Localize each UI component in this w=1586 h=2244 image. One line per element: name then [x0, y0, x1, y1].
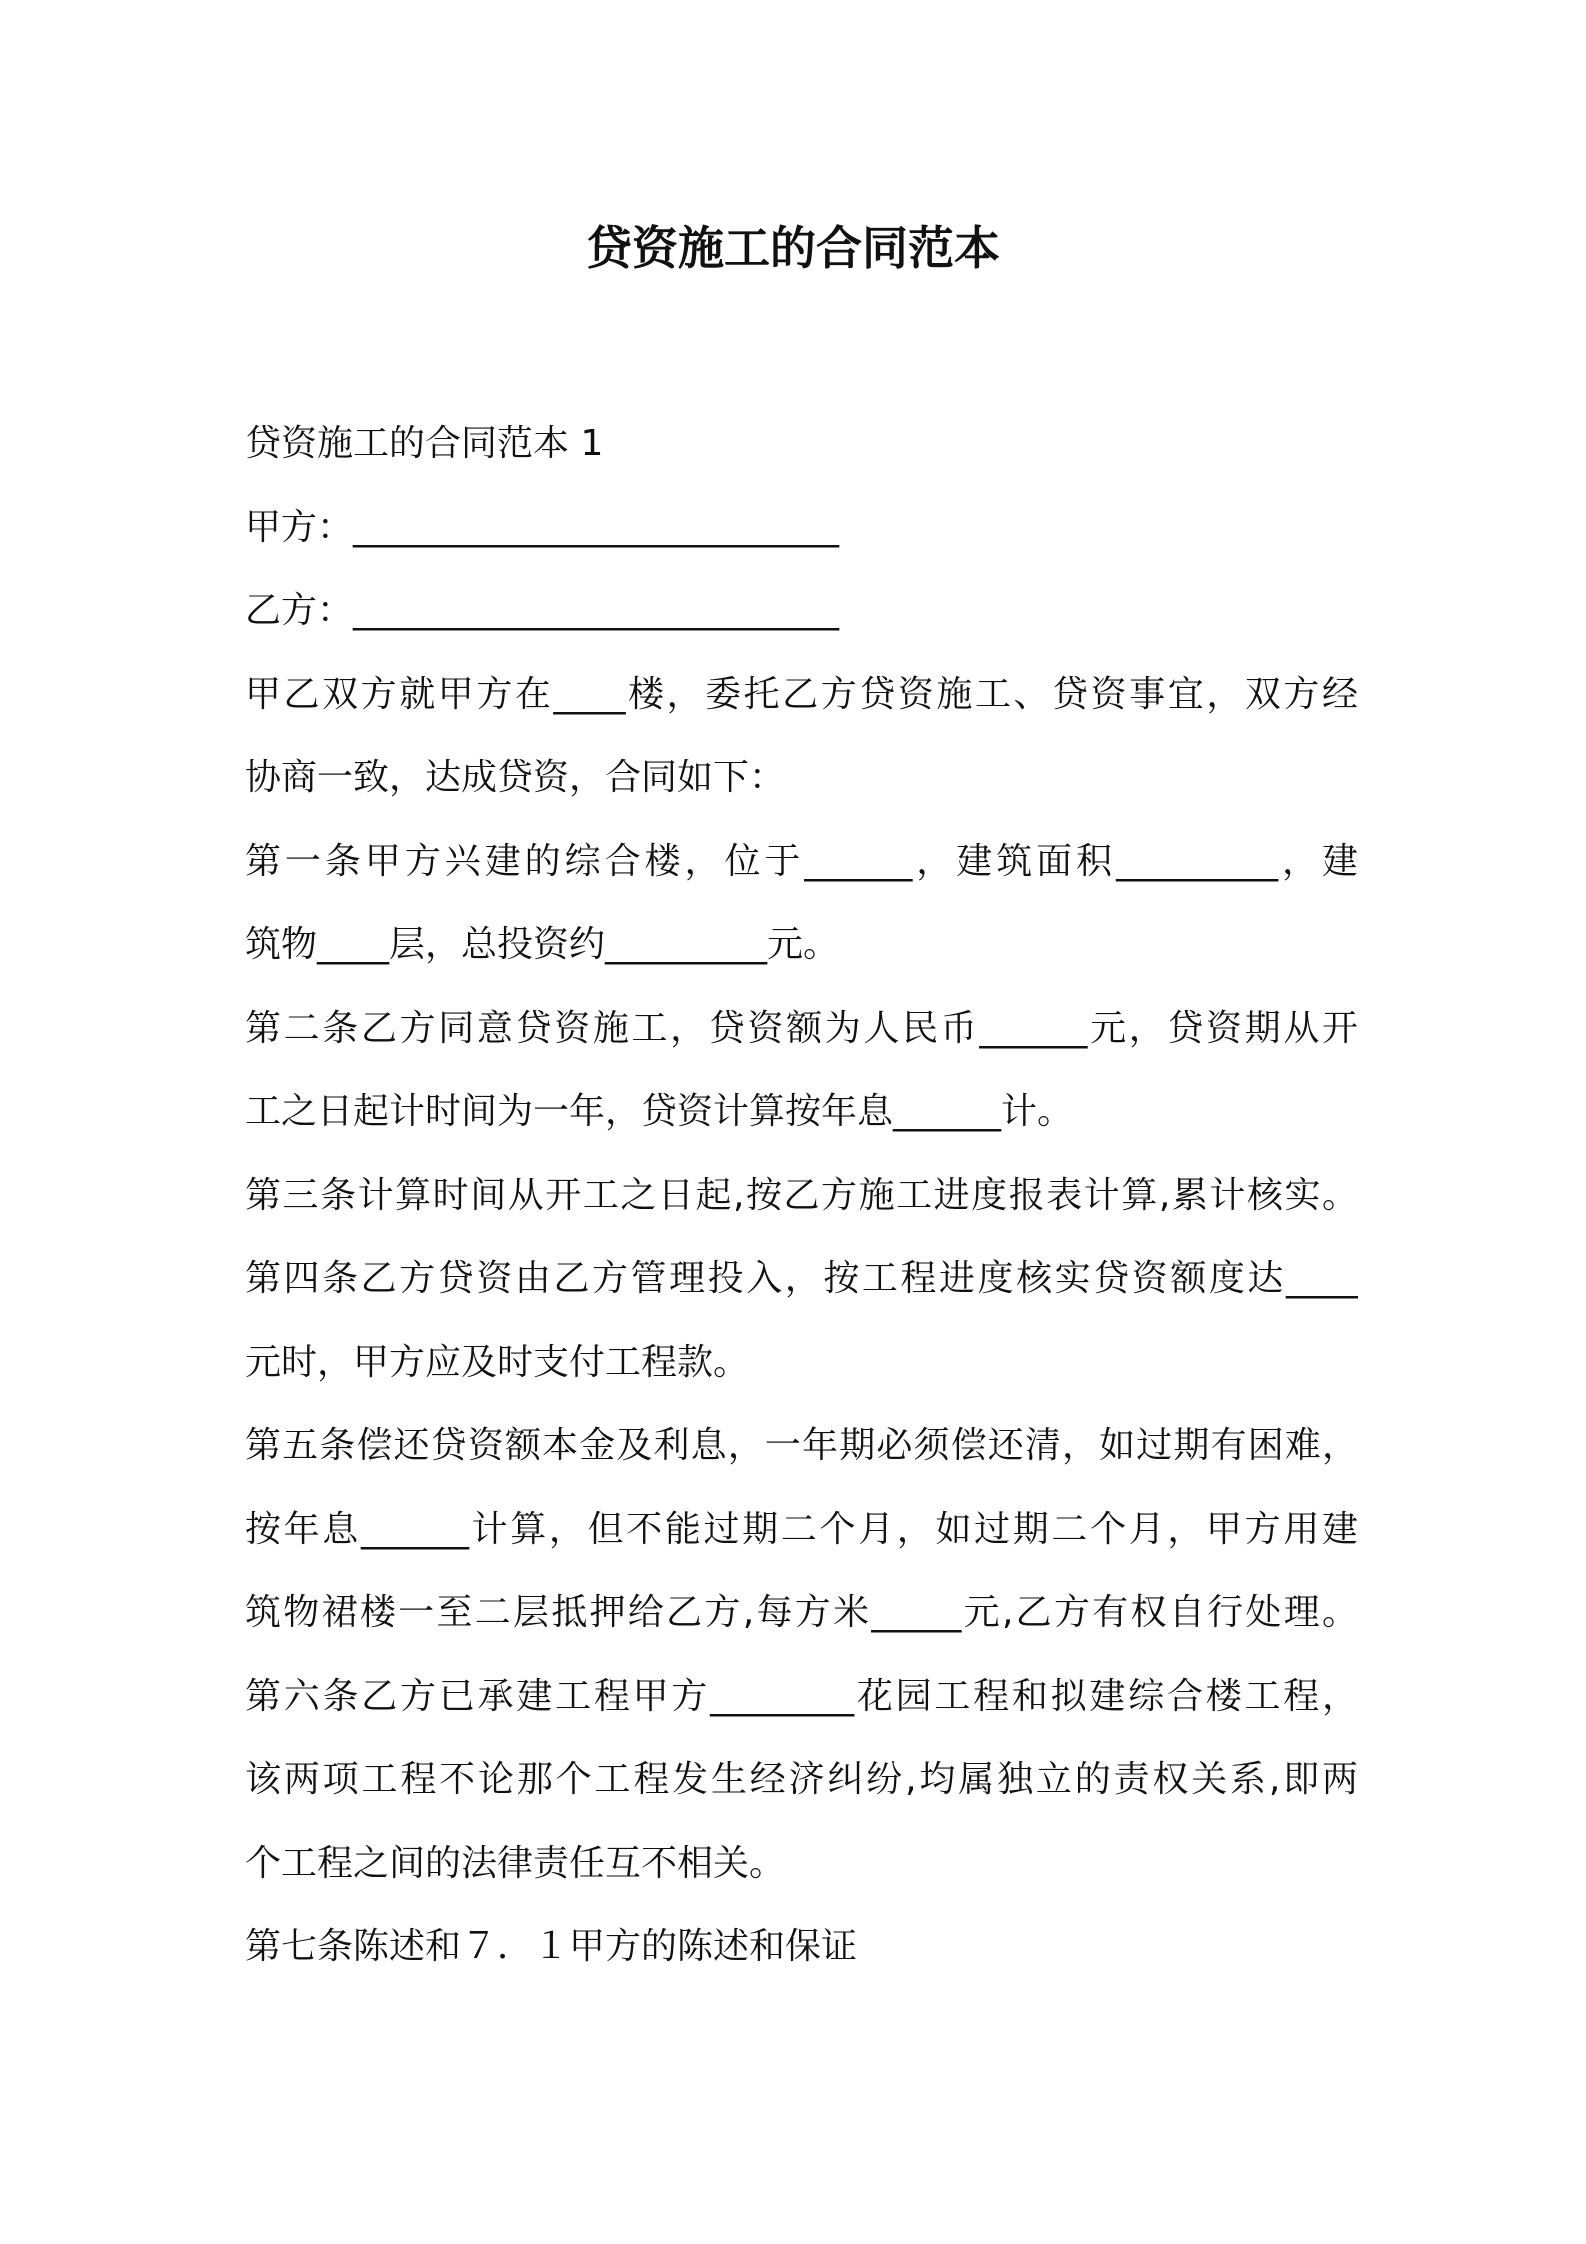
article-5-line: 第五条偿还贷资额本金及利息，一年期必须偿还清，如过期有困难，: [245, 1425, 1358, 1466]
article-2-line: 工之日起计时间为一年，贷资计算按年息______计。: [245, 1091, 1074, 1132]
article-7-line: 第七条陈述和７．１甲方的陈述和保证: [245, 1926, 858, 1967]
preamble-line: 甲乙双方就甲方在____楼，委托乙方贷资施工、贷资事宜，双方经: [245, 673, 1358, 715]
article-4-line: 元时，甲方应及时支付工程款。: [245, 1341, 750, 1383]
article-2-line: 第二条乙方同意贷资施工，贷资额为人民币______元，贷资期从开: [245, 1007, 1358, 1049]
article-3-line: 第三条计算时间从开工之日起,按乙方施工进度报表计算,累计核实。: [245, 1174, 1358, 1216]
article-6-line: 第六条乙方已承建工程甲方________花园工程和拟建综合楼工程，: [245, 1675, 1358, 1717]
article-5-line: 筑物裙楼一至二层抵押给乙方,每方米_____元,乙方有权自行处理。: [245, 1592, 1358, 1633]
article-5-line: 按年息______计算，但不能过期二个月，如过期二个月，甲方用建: [245, 1508, 1358, 1550]
article-6-line: 该两项工程不论那个工程发生经济纠纷,均属独立的责权关系,即两: [245, 1759, 1358, 1800]
preamble-line: 协商一致，达成贷资，合同如下：: [245, 757, 786, 798]
party-b-line: 乙方：___________________________: [245, 590, 840, 631]
document-body: [245, 402, 1358, 1989]
document-title: 贷资施工的合同范本: [586, 221, 1000, 275]
article-1-line: 筑物____层，总投资约_________元。: [245, 924, 840, 965]
article-1-line: 第一条甲方兴建的综合楼，位于______，建筑面积_________，建: [245, 840, 1358, 882]
party-a-line: 甲方：___________________________: [245, 506, 840, 548]
article-6-line: 个工程之间的法律责任互不相关。: [245, 1842, 786, 1884]
section-heading: 贷资施工的合同范本 1: [245, 423, 604, 464]
article-4-line: 第四条乙方贷资由乙方管理投入，按工程进度核实贷资额度达____: [245, 1258, 1358, 1299]
